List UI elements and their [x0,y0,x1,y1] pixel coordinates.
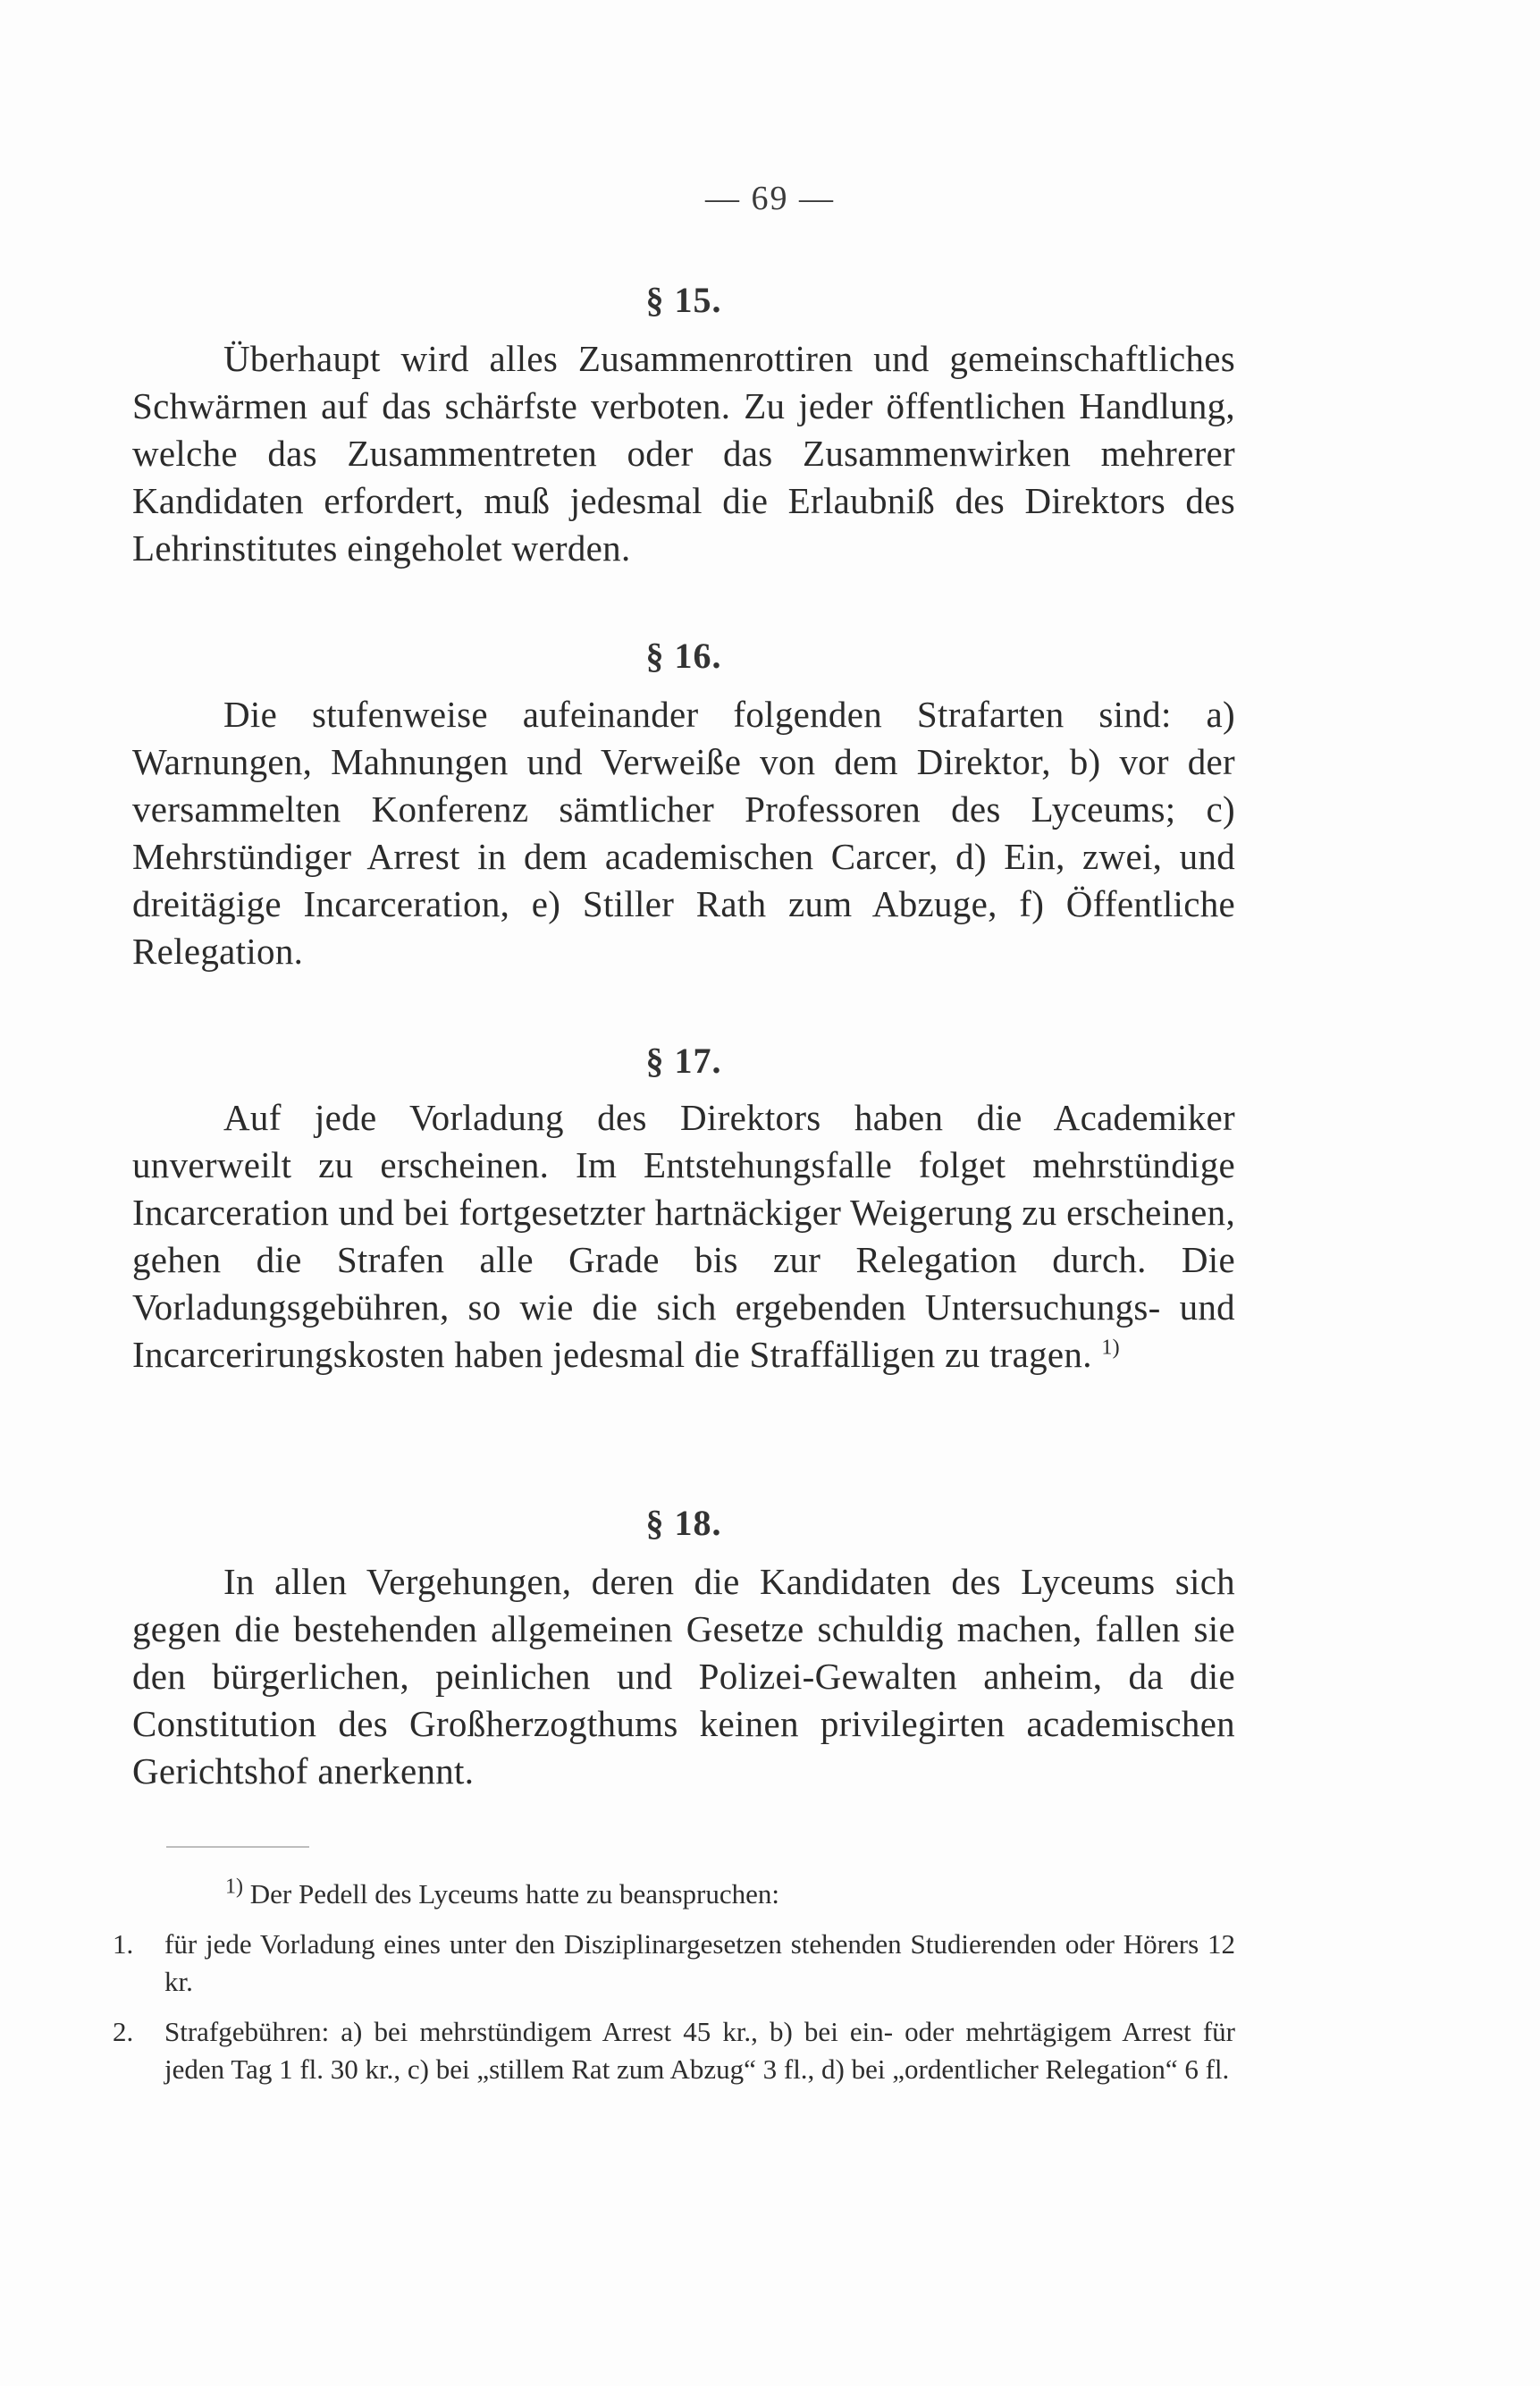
footnote-marker: 1) [225,1875,243,1899]
footnote-item-number: 1. [113,1928,134,1960]
section-paragraph [132,335,1235,572]
section-15 [132,279,1235,572]
footnotes [113,1876,1235,2101]
section-heading: § 18. [645,1503,722,1543]
footnote-intro-text: Der Pedell des Lyceums hatte zu beanspruchen: [249,1878,779,1910]
section-paragraph [132,691,1235,975]
section-heading: § 16. [645,636,722,676]
section-16 [132,635,1235,975]
section-18 [132,1502,1235,1795]
footnote-separator [166,1846,309,1848]
footnote-item [113,1926,1235,2001]
section-paragraph [132,1558,1235,1795]
section-text: Überhaupt wird alles Zusammenrottiren und gemeinschaftliches Schwärmen auf das schärfste verboten. Zu jeder öffentlichen Handlung, welche das Zusammentreten oder das Zusammenwirken mehrerer Kandidaten erfordert, muß jedesmal die Erlaubniß des Direktors des Lehrinstitutes eingeholet werden. [132,338,1235,569]
section-17 [132,1040,1235,1378]
footnote-intro [113,1876,1235,1913]
section-text: In allen Vergehungen, deren die Kandidaten des Lyceums sich gegen die bestehenden allgemeinen Gesetze schuldig machen, fallen sie den bürgerlichen, peinlichen und Polizei-Gewalten anheim, da die Constitution des Großherzogthums keinen privilegirten academischen Gerichtshof anerkennt. [132,1561,1235,1792]
section-text: Die stufenweise aufeinander folgenden Strafarten sind: a) Warnungen, Mahnungen und Verweiße von dem Direktor, b) vor der versammelten Konferenz sämtlicher Professoren des Lyceums; c) Mehrstündiger Arrest in dem academischen Carcer, d) Ein, zwei, und dreitägige Incarceration, e) Stiller Rath zum Abzuge, f) Öffentliche Relegation. [132,694,1235,972]
section-text: Auf jede Vorladung des Direktors haben die Academiker unverweilt zu erscheinen. Im Entstehungsfalle folget mehrstündige Incarceration und bei fortgesetzter hartnäckiger Weigerung zu erscheinen, gehen die Strafen alle Grade bis zur Relegation durch. Die Vorladungsgebühren, so wie die sich ergebenden Untersuchungs- und Incarcerirungskosten haben jedesmal die Straffälligen zu tragen. [132,1097,1235,1375]
section-heading: § 15. [645,280,722,320]
section-paragraph [132,1094,1235,1378]
footnote-reference[interactable]: 1) [1101,1336,1120,1360]
footnote-item [113,2013,1235,2088]
footnote-item-number: 2. [113,2016,134,2047]
footnote-item-text: für jede Vorladung eines unter den Disziplinargesetzen stehenden Studierenden oder Hörers 12 kr. [164,1928,1235,1997]
section-heading: § 17. [645,1041,722,1081]
page-number: — 69 — [705,180,835,217]
footnote-item-text: Strafgebühren: a) bei mehrstündigem Arrest 45 kr., b) bei ein- oder mehrtägigem Arrest für jeden Tag 1 fl. 30 kr., c) bei „stillem Rat zum Abzug“ 3 fl., d) bei „ordentlicher Relegation“ 6 fl. [164,2016,1235,2085]
